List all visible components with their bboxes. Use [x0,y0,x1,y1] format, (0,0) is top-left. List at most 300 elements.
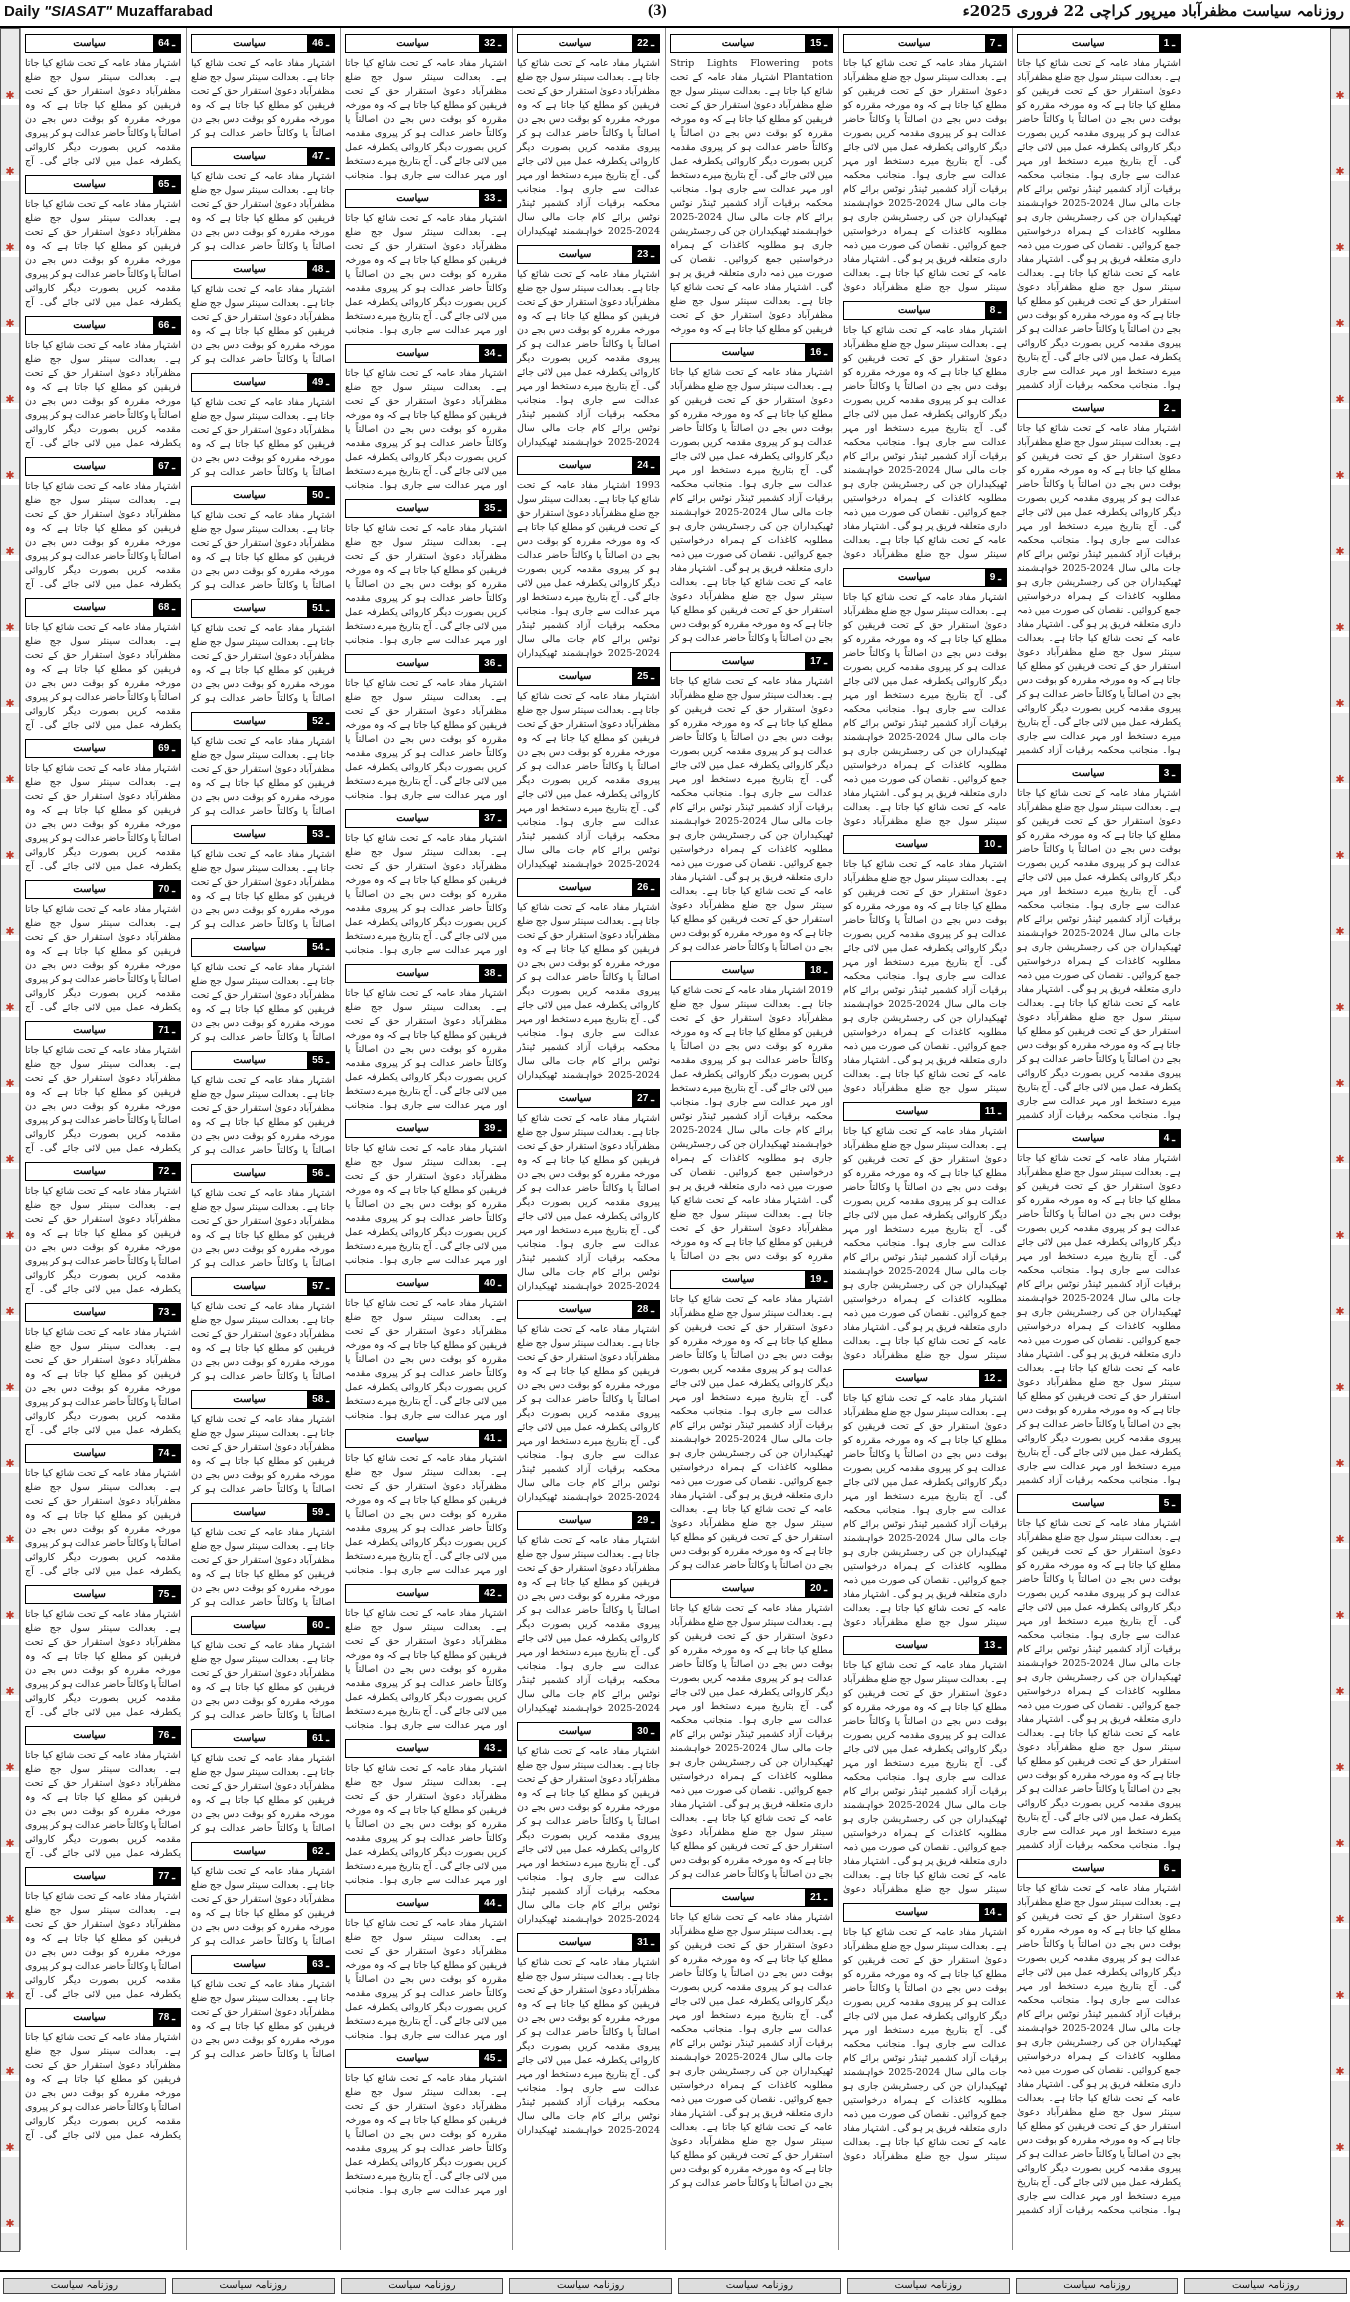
footer-segments [0,2278,1350,2294]
notice-text: اشتہار مفاد عامہ کے تحت شائع کیا جاتا ہے۔ بعدالت سینئر سول جج ضلع مظفرآباد دعویٰ استقرار حق کے تحت فریقین کو مطلع کیا جاتا ہے کہ وہ مورخہ مقررہ کو بوقت دس بجے دن اصالتاً یا وکالتاً حاضر عدالت ہو کر [191,58,335,139]
notice-label: سیاست [73,1166,106,1177]
notice-header [25,880,181,899]
notice-header [25,739,181,758]
notice-number: 77 ـ [153,1868,180,1885]
footer-band [0,2270,1350,2302]
notice-header [517,667,660,686]
notice-label: سیاست [396,503,429,514]
notice-header [191,34,335,53]
strip-star-icon: ✱ [5,1001,15,1014]
strip-star-icon: ✱ [1335,1229,1345,1242]
strip-star-icon: ✱ [1335,1077,1345,1090]
notice-header [25,1162,181,1181]
notice-number: 37 ـ [479,810,506,827]
strip-star-icon: ✱ [5,1989,15,2002]
notice-text: اشتہار مفاد عامہ کے تحت شائع کیا جاتا ہے۔ بعدالت سینئر سول جج ضلع مظفرآباد دعویٰ استقرار حق کے تحت فریقین کو مطلع کیا جاتا ہے کہ وہ مورخہ مقررہ کو بوقت دس بجے دن اصالتاً یا وکالتاً حاضر عدالت ہو کر پیروی مقدمہ کریں بصورت دیگر کاروائی یکطرفہ عمل میں لائی جائے گی۔ آج [25,1327,181,1436]
notice-text: اشتہار مفاد عامہ کے تحت شائع کیا جاتا ہے۔ بعدالت سینئر سول جج ضلع مظفرآباد دعویٰ استقرار حق کے تحت فریقین کو مطلع کیا جاتا ہے کہ وہ مورخہ مقررہ کو بوقت دس بجے دن اصالتاً یا وکالتاً حاضر عدالت ہو کر پیروی مقدمہ کریں بصورت دیگر کاروائی یکطرفہ عمل میں لائی جائے گی۔ آج بتاریخ میرے دستخط اور مہر عدالت سے جاری ہوا۔ منجانب [345,988,507,1111]
strip-star-icon: ✱ [5,1457,15,1470]
notice-header [517,245,660,264]
notice-label: سیاست [721,1892,755,1903]
notice-number: 69 ـ [153,740,180,757]
strip-star-icon: ✱ [1335,1001,1345,1014]
column [512,28,664,2250]
notice-text: اشتہار مفاد عامہ کے تحت شائع کیا جاتا ہے۔ بعدالت سینئر سول جج ضلع مظفرآباد دعویٰ استقرار حق کے تحت فریقین کو مطلع کیا جاتا ہے کہ وہ مورخہ مقررہ کو بوقت دس بجے دن اصالتاً یا وکالتاً حاضر عدالت ہو کر پیروی مقدمہ کریں بصورت دیگر کاروائی یکطرفہ عمل میں لائی جائے گی۔ آج بتاریخ میرے دستخط اور مہر عدالت سے جاری ہوا۔ منجانب محکمہ برقیات آزاد کشمیر ٹینڈر نوٹس برائے کام جات مالی سال 2024-2025 خواہشمند ٹھیکیداران جن کی رجسٹریشن جاری ہو مطلوبہ کاغذات کے ہمراہ درخواستیں جمع کروائیں۔ نقصان کی صورت میں ذمہ داری متعلقہ فریق پر ہو گی۔ اشتہار مفاد عامہ کے تحت شائع کیا جاتا ہے۔ بعدالت سینئر سول جج ضلع مظفرآباد دعویٰ استقرار حق کے تحت فریقین کو مطلع کیا جاتا ہے کہ وہ مورخہ مقررہ کو بوقت دس بجے دن اصالتاً یا وکالتاً حاضر عدالت ہو کر [670,1294,833,1571]
notice-header [345,1119,507,1138]
strip-star-icon: ✱ [1335,1609,1345,1622]
masthead-brand: "SIASAT" [44,3,113,20]
strip-star-icon: ✱ [1335,849,1345,862]
strip-star-icon: ✱ [1335,1153,1345,1166]
notice-label: سیاست [558,1937,592,1948]
notice-header [345,344,507,363]
strip-star-icon: ✱ [5,1685,15,1698]
notice-text: اشتہار مفاد عامہ کے تحت شائع کیا جاتا ہے۔ بعدالت سینئر سول جج ضلع مظفرآباد دعویٰ استقرار حق کے تحت فریقین کو مطلع کیا جاتا ہے کہ وہ مورخہ مقررہ کو بوقت دس بجے دن اصالتاً یا وکالتاً حاضر عدالت ہو کر پیروی مقدمہ کریں بصورت دیگر کاروائی یکطرفہ عمل میں لائی جائے گی۔ آج بتاریخ میرے دستخط اور مہر عدالت سے جاری ہوا۔ منجانب محکمہ برقیات آزاد کشمیر ٹینڈر نوٹس برائے کام جات مالی سال 2024-2025 خواہشمند ٹھیکیداران جن کی رجسٹریشن جاری ہو مطلوبہ کاغذات کے ہمراہ درخواستیں جمع کروائیں۔ نقصان کی صورت میں ذمہ داری متعلقہ فریق پر ہو گی۔ اشتہار مفاد عامہ کے تحت شائع کیا جاتا ہے۔ بعدالت سینئر سول جج ضلع مظفرآباد دعویٰ استقرار حق کے تحت فریقین کو مطلع کیا جاتا ہے کہ وہ مورخہ مقررہ کو بوقت دس بجے دن اصالتاً یا وکالتاً حاضر عدالت ہو کر [670,1912,833,2189]
notice-label: سیاست [396,1123,429,1134]
notice-text: اشتہار مفاد عامہ کے تحت شائع کیا جاتا ہے۔ بعدالت سینئر سول جج ضلع مظفرآباد دعویٰ استقرار حق کے تحت فریقین کو مطلع کیا جاتا ہے کہ وہ مورخہ مقررہ کو بوقت دس بجے دن اصالتاً یا وکالتاً حاضر عدالت ہو کر [191,1301,335,1382]
notice-label: سیاست [396,1278,429,1289]
notice-header [843,301,1007,320]
notice-header [191,1955,335,1974]
notice-text: اشتہار مفاد عامہ کے تحت شائع کیا جاتا ہے۔ بعدالت سینئر سول جج ضلع مظفرآباد دعویٰ استقرار حق کے تحت فریقین کو مطلع کیا جاتا ہے کہ وہ مورخہ مقررہ کو بوقت دس بجے دن اصالتاً یا وکالتاً حاضر عدالت ہو کر پیروی مقدمہ کریں بصورت دیگر کاروائی یکطرفہ عمل میں لائی جائے گی۔ آج بتاریخ میرے دستخط اور مہر عدالت سے جاری ہوا۔ منجانب [345,1763,507,1886]
notice-text: اشتہار مفاد عامہ کے تحت شائع کیا جاتا ہے۔ بعدالت سینئر سول جج ضلع مظفرآباد دعویٰ استقرار حق کے تحت فریقین کو مطلع کیا جاتا ہے کہ وہ مورخہ مقررہ کو بوقت دس بجے دن اصالتاً یا وکالتاً حاضر عدالت ہو کر پیروی مقدمہ کریں بصورت دیگر کاروائی یکطرفہ عمل میں لائی جائے گی۔ آج بتاریخ میرے دستخط اور مہر عدالت سے جاری ہوا۔ منجانب محکمہ برقیات آزاد کشمیر ٹینڈر نوٹس برائے کام جات مالی سال 2024-2025 خواہشمند ٹھیکیداران [517,1746,660,1925]
notice-text: اشتہار مفاد عامہ کے تحت شائع کیا جاتا ہے۔ بعدالت سینئر سول جج ضلع مظفرآباد دعویٰ استقرار حق کے تحت فریقین کو مطلع کیا جاتا ہے کہ وہ مورخہ مقررہ کو بوقت دس بجے دن اصالتاً یا وکالتاً حاضر عدالت ہو کر پیروی مقدمہ کریں بصورت دیگر کاروائی یکطرفہ عمل میں لائی جائے گی۔ آج بتاریخ میرے دستخط اور مہر عدالت سے جاری ہوا۔ منجانب محکمہ برقیات آزاد کشمیر ٹینڈر نوٹس برائے کام جات مالی سال 2024-2025 خواہشمند ٹھیکیداران جن کی رجسٹریشن جاری ہو مطلوبہ کاغذات کے ہمراہ درخواستیں جمع کروائیں۔ نقصان کی صورت میں ذمہ داری متعلقہ فریق پر ہو گی۔ اشتہار مفاد عامہ کے تحت شائع کیا جاتا ہے۔ بعدالت سینئر سول جج ضلع مظفرآباد دعویٰ استقرار حق کے تحت فریقین کو مطلع کیا جاتا ہے کہ وہ مورخہ مقررہ کو بوقت دس بجے دن اصالتاً یا وکالتاً حاضر عدالت ہو کر پیروی مقدمہ کریں بصورت دیگر کاروائی یکطرفہ عمل میں لائی جائے گی۔ آج بتاریخ میرے دستخط اور مہر عدالت سے جاری ہوا۔ منجانب محکمہ برقیات آزاد کشمیر [1017,1153,1181,1486]
notice-header [1017,1129,1181,1148]
notice-number: 73 ـ [153,1304,180,1321]
notice-header [191,1051,335,1070]
notice-label: سیاست [73,38,106,49]
notice-header [25,175,181,194]
notice-number: 22 ـ [632,35,659,52]
column [838,28,1011,2250]
notice-label: سیاست [558,882,592,893]
notice-text: اشتہار مفاد عامہ کے تحت شائع کیا جاتا ہے۔ بعدالت سینئر سول جج ضلع مظفرآباد دعویٰ استقرار حق کے تحت فریقین کو مطلع کیا جاتا ہے کہ وہ مورخہ مقررہ کو بوقت دس بجے دن اصالتاً یا وکالتاً حاضر عدالت ہو کر پیروی مقدمہ کریں بصورت دیگر کاروائی یکطرفہ عمل میں لائی جائے گی۔ آج [25,622,181,731]
footer-segment: روزنامہ سیاست [678,2278,841,2294]
notice-label: سیاست [73,2012,106,2023]
notice-header [345,1274,507,1293]
notice-header [1017,1859,1181,1878]
notice-number: 7 ـ [985,35,1006,52]
notice-label: سیاست [1072,403,1105,414]
notice-label: سیاست [396,1433,429,1444]
column [340,28,511,2250]
notice-number: 48 ـ [307,261,334,278]
notice-label: سیاست [396,1743,429,1754]
strip-star-icon: ✱ [1335,1685,1345,1698]
notice-number: 71 ـ [153,1022,180,1039]
notice-label: سیاست [1072,1498,1105,1509]
notice-number: 9 ـ [985,569,1006,586]
notice-label: سیاست [233,1733,266,1744]
notice-label: سیاست [233,1959,266,1970]
notice-text: اشتہار مفاد عامہ کے تحت شائع کیا جاتا ہے۔ بعدالت سینئر سول جج ضلع مظفرآباد دعویٰ استقرار حق کے تحت فریقین کو مطلع کیا جاتا ہے کہ وہ مورخہ مقررہ کو بوقت دس بجے دن اصالتاً یا وکالتاً حاضر عدالت ہو کر پیروی مقدمہ کریں بصورت دیگر کاروائی یکطرفہ عمل میں لائی جائے گی۔ آج بتاریخ میرے دستخط اور مہر عدالت سے جاری ہوا۔ منجانب محکمہ برقیات آزاد کشمیر ٹینڈر نوٹس برائے کام جات مالی سال 2024-2025 خواہشمند ٹھیکیداران [517,1324,660,1503]
notice-label: سیاست [558,671,592,682]
strip-star-icon: ✱ [1335,1837,1345,1850]
notice-label: سیاست [721,1274,755,1285]
notice-label: سیاست [721,965,755,976]
notice-number: 33 ـ [479,190,506,207]
notice-label: سیاست [233,1620,266,1631]
notice-header [191,1616,335,1635]
notice-text: اشتہار مفاد عامہ کے تحت شائع کیا جاتا ہے۔ بعدالت سینئر سول جج ضلع مظفرآباد دعویٰ استقرار حق کے تحت فریقین کو مطلع کیا جاتا ہے کہ وہ مورخہ مقررہ کو بوقت دس بجے دن اصالتاً یا وکالتاً حاضر عدالت ہو کر پیروی مقدمہ کریں بصورت دیگر کاروائی یکطرفہ عمل میں لائی جائے گی۔ آج [25,481,181,590]
notice-number: 29 ـ [632,1512,659,1529]
notice-number: 40 ـ [479,1275,506,1292]
footer-segment: روزنامہ سیاست [509,2278,672,2294]
notice-number: 4 ـ [1159,1130,1180,1147]
notice-header [191,486,335,505]
notice-number: 52 ـ [307,713,334,730]
masthead-city: Muzaffarabad [116,3,214,20]
notice-header [345,2049,507,2068]
notice-text: اشتہار مفاد عامہ کے تحت شائع کیا جاتا ہے۔ بعدالت سینئر سول جج ضلع مظفرآباد دعویٰ استقرار حق کے تحت فریقین کو مطلع کیا جاتا ہے کہ وہ مورخہ مقررہ کو بوقت دس بجے دن اصالتاً یا وکالتاً حاضر عدالت ہو کر پیروی مقدمہ کریں بصورت دیگر کاروائی یکطرفہ عمل میں لائی جائے گی۔ آج بتاریخ میرے دستخط اور مہر عدالت سے جاری ہوا۔ منجانب محکمہ برقیات آزاد کشمیر ٹینڈر نوٹس برائے کام جات مالی سال 2024-2025 خواہشمند ٹھیکیداران جن کی رجسٹریشن جاری ہو مطلوبہ کاغذات کے ہمراہ درخواستیں جمع کروائیں۔ نقصان کی صورت میں ذمہ داری متعلقہ فریق پر ہو گی۔ اشتہار مفاد عامہ کے تحت شائع کیا جاتا ہے۔ بعدالت سینئر سول جج ضلع مظفرآباد دعویٰ استقرار حق کے تحت فریقین کو مطلع کیا جاتا ہے کہ وہ مورخہ مقررہ کو بوقت دس بجے دن اصالتاً یا وکالتاً حاضر عدالت ہو کر پیروی مقدمہ کریں بصورت دیگر کاروائی یکطرفہ عمل میں لائی جائے گی۔ آج بتاریخ میرے دستخط اور مہر عدالت سے جاری ہوا۔ منجانب محکمہ برقیات آزاد کشمیر [1017,788,1181,1121]
notice-header [345,1429,507,1448]
notice-number: 28 ـ [632,1301,659,1318]
notice-label: سیاست [233,829,266,840]
notice-text: اشتہار مفاد عامہ کے تحت شائع کیا جاتا ہے۔ بعدالت سینئر سول جج ضلع مظفرآباد دعویٰ استقرار حق کے تحت فریقین کو مطلع کیا جاتا ہے کہ وہ مورخہ مقررہ کو بوقت دس بجے دن اصالتاً یا وکالتاً حاضر عدالت ہو کر [191,1188,335,1269]
strip-star-icon: ✱ [5,849,15,862]
notice-header [670,652,833,671]
notice-number: 30 ـ [632,1723,659,1740]
notice-label: سیاست [558,1093,592,1104]
notice-text: اشتہار مفاد عامہ کے تحت شائع کیا جاتا ہے۔ بعدالت سینئر سول جج ضلع مظفرآباد دعویٰ استقرار حق کے تحت فریقین کو مطلع کیا جاتا ہے کہ وہ مورخہ مقررہ کو بوقت دس بجے دن اصالتاً یا وکالتاً حاضر عدالت ہو کر [191,1866,335,1947]
notice-text: اشتہار مفاد عامہ کے تحت شائع کیا جاتا ہے۔ بعدالت سینئر سول جج ضلع مظفرآباد دعویٰ استقرار حق کے تحت فریقین کو مطلع کیا جاتا ہے کہ وہ مورخہ مقررہ کو بوقت دس بجے دن اصالتاً یا وکالتاً حاضر عدالت ہو کر پیروی مقدمہ کریں بصورت دیگر کاروائی یکطرفہ عمل میں لائی جائے گی۔ آج [25,58,181,167]
column [665,28,837,2250]
notice-number: 34 ـ [479,345,506,362]
notice-text: اشتہار مفاد عامہ کے تحت شائع کیا جاتا ہے۔ بعدالت سینئر سول جج ضلع مظفرآباد دعویٰ استقرار حق کے تحت فریقین کو مطلع کیا جاتا ہے کہ وہ مورخہ مقررہ کو بوقت دس بجے دن اصالتاً یا وکالتاً حاضر عدالت ہو کر پیروی مقدمہ کریں بصورت دیگر کاروائی یکطرفہ عمل میں لائی جائے گی۔ آج [25,1045,181,1154]
notice-header [191,825,335,844]
notice-text: اشتہار مفاد عامہ کے تحت شائع کیا جاتا ہے۔ بعدالت سینئر سول جج ضلع مظفرآباد دعویٰ استقرار حق کے تحت فریقین کو مطلع کیا جاتا ہے کہ وہ مورخہ مقررہ کو بوقت دس بجے دن اصالتاً یا وکالتاً حاضر عدالت ہو کر [191,623,335,704]
notice-number: 2 ـ [1159,400,1180,417]
notice-header [843,568,1007,587]
footer-segment: روزنامہ سیاست [847,2278,1010,2294]
notice-number: 64 ـ [153,35,180,52]
notice-header [345,34,507,53]
notice-text: اشتہار مفاد عامہ کے تحت شائع کیا جاتا ہے۔ بعدالت سینئر سول جج ضلع مظفرآباد دعویٰ استقرار حق کے تحت فریقین کو مطلع کیا جاتا ہے کہ وہ مورخہ مقررہ کو بوقت دس بجے دن اصالتاً یا وکالتاً حاضر عدالت ہو کر پیروی مقدمہ کریں بصورت دیگر کاروائی یکطرفہ عمل میں لائی جائے گی۔ آج بتاریخ میرے دستخط اور مہر عدالت سے جاری ہوا۔ منجانب [345,58,507,181]
notice-header [25,598,181,617]
notice-text: اشتہار مفاد عامہ کے تحت شائع کیا جاتا ہے۔ بعدالت سینئر سول جج ضلع مظفرآباد دعویٰ استقرار حق کے تحت فریقین کو مطلع کیا جاتا ہے کہ وہ مورخہ مقررہ کو بوقت دس بجے دن اصالتاً یا وکالتاً حاضر عدالت ہو کر [191,284,335,365]
notice-text: اشتہار مفاد عامہ کے تحت شائع کیا جاتا ہے۔ بعدالت سینئر سول جج ضلع مظفرآباد دعویٰ استقرار حق کے تحت فریقین کو مطلع کیا جاتا ہے کہ وہ مورخہ مقررہ کو بوقت دس بجے دن اصالتاً یا وکالتاً حاضر عدالت ہو کر [191,1640,335,1721]
notice-text: اشتہار مفاد عامہ کے تحت شائع کیا جاتا ہے۔ بعدالت سینئر سول جج ضلع مظفرآباد دعویٰ استقرار حق کے تحت فریقین کو مطلع کیا جاتا ہے کہ وہ مورخہ مقررہ کو بوقت دس بجے دن اصالتاً یا وکالتاً حاضر عدالت ہو کر پیروی مقدمہ کریں بصورت دیگر کاروائی یکطرفہ عمل میں لائی جائے گی۔ آج بتاریخ میرے دستخط اور مہر عدالت سے جاری ہوا۔ منجانب [345,1298,507,1421]
notice-text: اشتہار مفاد عامہ کے تحت شائع کیا جاتا ہے۔ بعدالت سینئر سول جج ضلع مظفرآباد دعویٰ استقرار حق کے تحت فریقین کو مطلع کیا جاتا ہے کہ وہ مورخہ مقررہ کو بوقت دس بجے دن اصالتاً یا وکالتاً حاضر عدالت ہو کر پیروی مقدمہ کریں بصورت دیگر کاروائی یکطرفہ عمل میں لائی جائے گی۔ آج بتاریخ میرے دستخط اور مہر عدالت سے جاری ہوا۔ منجانب محکمہ برقیات آزاد کشمیر ٹینڈر نوٹس برائے کام جات مالی سال 2024-2025 خواہشمند ٹھیکیداران [517,902,660,1081]
notice-number: 8 ـ [985,302,1006,319]
notice-number: 59 ـ [307,1504,334,1521]
notice-text: اشتہار مفاد عامہ کے تحت شائع کیا جاتا ہے۔ بعدالت سینئر سول جج ضلع مظفرآباد دعویٰ استقرار حق کے تحت فریقین کو مطلع کیا جاتا ہے کہ وہ مورخہ مقررہ کو بوقت دس بجے دن اصالتاً یا وکالتاً حاضر عدالت ہو کر پیروی مقدمہ کریں بصورت دیگر کاروائی یکطرفہ عمل میں لائی جائے گی۔ آج بتاریخ میرے دستخط اور مہر عدالت سے جاری ہوا۔ منجانب محکمہ برقیات آزاد کشمیر ٹینڈر نوٹس برائے کام جات مالی سال 2024-2025 خواہشمند ٹھیکیداران جن کی رجسٹریشن جاری ہو مطلوبہ کاغذات کے ہمراہ درخواستیں جمع کروائیں۔ نقصان کی صورت میں ذمہ داری متعلقہ فریق پر ہو گی۔ اشتہار مفاد عامہ کے تحت شائع کیا جاتا ہے۔ بعدالت سینئر سول جج ضلع مظفرآباد دعویٰ [843,1927,1007,2162]
notice-label: سیاست [233,603,266,614]
notice-label: سیاست [721,1583,755,1594]
notice-text: اشتہار مفاد عامہ کے تحت شائع کیا جاتا ہے۔ بعدالت سینئر سول جج ضلع مظفرآباد دعویٰ استقرار حق کے تحت فریقین کو مطلع کیا جاتا ہے کہ وہ مورخہ مقررہ کو بوقت دس بجے دن اصالتاً یا وکالتاً حاضر عدالت ہو کر پیروی مقدمہ کریں بصورت دیگر کاروائی یکطرفہ عمل میں لائی جائے گی۔ آج بتاریخ میرے دستخط اور مہر عدالت سے جاری ہوا۔ منجانب [345,523,507,646]
notice-label: سیاست [233,1846,266,1857]
notice-header [25,1444,181,1463]
notice-number: 63 ـ [307,1956,334,1973]
masthead [0,0,1350,28]
notice-label: سیاست [73,1307,106,1318]
notice-header [191,599,335,618]
notice-number: 43 ـ [479,1740,506,1757]
notice-text: اشتہار مفاد عامہ کے تحت شائع کیا جاتا ہے۔ بعدالت سینئر سول جج ضلع مظفرآباد دعویٰ استقرار حق کے تحت فریقین کو مطلع کیا جاتا ہے کہ وہ مورخہ مقررہ کو بوقت دس بجے دن اصالتاً یا وکالتاً حاضر عدالت ہو کر پیروی مقدمہ کریں بصورت دیگر کاروائی یکطرفہ عمل میں لائی جائے گی۔ آج بتاریخ میرے دستخط اور مہر عدالت سے جاری ہوا۔ منجانب محکمہ برقیات آزاد کشمیر ٹینڈر نوٹس برائے کام جات مالی سال 2024-2025 خواہشمند ٹھیکیداران جن کی رجسٹریشن جاری ہو مطلوبہ کاغذات کے ہمراہ درخواستیں جمع کروائیں۔ نقصان کی صورت میں ذمہ داری متعلقہ فریق پر ہو گی۔ اشتہار مفاد عامہ کے تحت شائع کیا جاتا ہے۔ بعدالت سینئر سول جج ضلع مظفرآباد دعویٰ استقرار حق کے تحت فریقین کو مطلع کیا جاتا ہے کہ وہ مورخہ مقررہ کو بوقت دس بجے دن اصالتاً یا وکالتاً حاضر عدالت ہو کر [670,367,833,644]
notice-label: سیاست [1072,1863,1105,1874]
notice-header [517,34,660,53]
strip-star-icon: ✱ [1335,1533,1345,1546]
strip-star-icon: ✱ [1335,545,1345,558]
notice-header [345,499,507,518]
notice-label: سیاست [558,460,592,471]
notice-header [345,964,507,983]
notice-label: سیاست [233,38,266,49]
notice-header [191,373,335,392]
notice-header [25,1303,181,1322]
notice-text: اشتہار مفاد عامہ کے تحت شائع کیا جاتا ہے۔ بعدالت سینئر سول جج ضلع مظفرآباد دعویٰ استقرار حق کے تحت فریقین کو مطلع کیا جاتا ہے کہ وہ مورخہ مقررہ کو بوقت دس بجے دن اصالتاً یا وکالتاً حاضر عدالت ہو کر پیروی مقدمہ کریں بصورت دیگر کاروائی یکطرفہ عمل میں لائی جائے گی۔ آج بتاریخ میرے دستخط اور مہر عدالت سے جاری ہوا۔ منجانب محکمہ برقیات آزاد کشمیر ٹینڈر نوٹس برائے کام جات مالی سال 2024-2025 خواہشمند ٹھیکیداران جن کی رجسٹریشن جاری ہو مطلوبہ کاغذات کے ہمراہ درخواستیں جمع کروائیں۔ نقصان کی صورت میں ذمہ داری متعلقہ فریق پر ہو گی۔ اشتہار مفاد عامہ کے تحت شائع کیا جاتا ہے۔ بعدالت سینئر سول جج ضلع مظفرآباد دعویٰ [843,1393,1007,1628]
notice-text: اشتہار مفاد عامہ کے تحت شائع کیا جاتا ہے۔ بعدالت سینئر سول جج ضلع مظفرآباد دعویٰ استقرار حق کے تحت فریقین کو مطلع کیا جاتا ہے کہ وہ مورخہ مقررہ کو بوقت دس بجے دن اصالتاً یا وکالتاً حاضر عدالت ہو کر [191,171,335,252]
notice-text: اشتہار مفاد عامہ کے تحت شائع کیا جاتا ہے۔ بعدالت سینئر سول جج ضلع مظفرآباد دعویٰ استقرار حق کے تحت فریقین کو مطلع کیا جاتا ہے کہ وہ مورخہ مقررہ کو بوقت دس بجے دن اصالتاً یا وکالتاً حاضر عدالت ہو کر پیروی مقدمہ کریں بصورت دیگر کاروائی یکطرفہ عمل میں لائی جائے گی۔ آج بتاریخ میرے دستخط اور مہر عدالت سے جاری ہوا۔ منجانب [345,368,507,491]
notice-header [25,34,181,53]
notice-number: 14 ـ [979,1904,1006,1921]
notice-header [191,1164,335,1183]
notice-header [843,34,1007,53]
strip-star-icon: ✱ [1335,241,1345,254]
notice-header [670,1270,833,1289]
notice-header [670,343,833,362]
strip-star-icon: ✱ [1335,621,1345,634]
strip-star-icon: ✱ [1335,1989,1345,2002]
notice-label: سیاست [396,348,429,359]
page-number: (3) [648,2,667,19]
notice-text: اشتہار مفاد عامہ کے تحت شائع کیا جاتا ہے۔ بعدالت سینئر سول جج ضلع مظفرآباد دعویٰ استقرار حق کے تحت فریقین کو مطلع کیا جاتا ہے کہ وہ مورخہ مقررہ کو بوقت دس بجے دن اصالتاً یا وکالتاً حاضر عدالت ہو کر [191,962,335,1043]
notice-header [670,34,833,53]
notice-number: 56 ـ [307,1165,334,1182]
footer-segment: روزنامہ سیاست [1184,2278,1347,2294]
notice-label: سیاست [396,38,429,49]
strip-star-icon: ✱ [1335,1761,1345,1774]
notice-number: 60 ـ [307,1617,334,1634]
notice-text: اشتہار مفاد عامہ کے تحت شائع کیا جاتا ہے۔ بعدالت سینئر سول جج ضلع مظفرآباد دعویٰ استقرار حق کے تحت فریقین کو مطلع کیا جاتا ہے کہ وہ مورخہ مقررہ کو بوقت دس بجے دن اصالتاً یا وکالتاً حاضر عدالت ہو کر پیروی مقدمہ کریں بصورت دیگر کاروائی یکطرفہ عمل میں لائی جائے گی۔ آج بتاریخ میرے دستخط اور مہر عدالت سے جاری ہوا۔ منجانب محکمہ برقیات آزاد کشمیر ٹینڈر نوٹس برائے کام جات مالی سال 2024-2025 خواہشمند ٹھیکیداران جن کی رجسٹریشن جاری ہو مطلوبہ کاغذات کے ہمراہ درخواستیں جمع کروائیں۔ نقصان کی صورت میں ذمہ داری متعلقہ فریق پر ہو گی۔ اشتہار مفاد عامہ کے تحت شائع کیا جاتا ہے۔ بعدالت سینئر سول جج ضلع مظفرآباد دعویٰ [843,859,1007,1094]
notice-text: اشتہار مفاد عامہ کے تحت شائع کیا جاتا ہے۔ بعدالت سینئر سول جج ضلع مظفرآباد دعویٰ استقرار حق کے تحت فریقین کو مطلع کیا جاتا ہے کہ وہ مورخہ مقررہ کو بوقت دس بجے دن اصالتاً یا وکالتاً حاضر عدالت ہو کر پیروی مقدمہ کریں بصورت دیگر کاروائی یکطرفہ عمل میں لائی جائے گی۔ آج [25,1609,181,1718]
footer-segment: روزنامہ سیاست [3,2278,166,2294]
left-border-strip [0,28,20,2252]
notice-header [517,1089,660,1108]
notice-header [843,835,1007,854]
strip-star-icon: ✱ [5,165,15,178]
notice-number: 53 ـ [307,826,334,843]
strip-star-icon: ✱ [1335,1305,1345,1318]
notice-label: سیاست [895,1106,929,1117]
notice-text: اشتہار مفاد عامہ کے تحت شائع کیا جاتا ہے۔ بعدالت سینئر سول جج ضلع مظفرآباد دعویٰ استقرار حق کے تحت فریقین کو مطلع کیا جاتا ہے کہ وہ مورخہ مقررہ کو بوقت دس بجے دن اصالتاً یا وکالتاً حاضر عدالت ہو کر پیروی مقدمہ کریں بصورت دیگر کاروائی یکطرفہ عمل میں لائی جائے گی۔ آج بتاریخ میرے دستخط اور مہر عدالت سے جاری ہوا۔ منجانب محکمہ برقیات آزاد کشمیر ٹینڈر نوٹس برائے کام جات مالی سال 2024-2025 خواہشمند ٹھیکیداران جن کی رجسٹریشن جاری ہو مطلوبہ کاغذات کے ہمراہ درخواستیں جمع کروائیں۔ نقصان کی صورت میں ذمہ داری متعلقہ فریق پر ہو گی۔ اشتہار مفاد عامہ کے تحت شائع کیا جاتا ہے۔ بعدالت سینئر سول جج ضلع مظفرآباد دعویٰ استقرار حق کے تحت فریقین کو مطلع کیا جاتا ہے کہ وہ مورخہ مقررہ کو بوقت دس بجے دن اصالتاً یا وکالتاً حاضر عدالت ہو کر [670,676,833,953]
notice-label: سیاست [721,347,755,358]
notice-number: 1 ـ [1159,35,1180,52]
strip-star-icon: ✱ [5,89,15,102]
notice-text: اشتہار مفاد عامہ کے تحت شائع کیا جاتا ہے۔ بعدالت سینئر سول جج ضلع مظفرآباد دعویٰ استقرار حق کے تحت فریقین کو مطلع کیا جاتا ہے کہ وہ مورخہ مقررہ کو بوقت دس بجے دن اصالتاً یا وکالتاً حاضر عدالت ہو کر پیروی مقدمہ کریں بصورت دیگر کاروائی یکطرفہ عمل میں لائی جائے گی۔ آج بتاریخ میرے دستخط اور مہر عدالت سے جاری ہوا۔ منجانب محکمہ برقیات آزاد کشمیر ٹینڈر نوٹس برائے کام جات مالی سال 2024-2025 خواہشمند ٹھیکیداران جن کی رجسٹریشن جاری ہو مطلوبہ کاغذات کے ہمراہ درخواستیں جمع کروائیں۔ نقصان کی صورت میں ذمہ داری متعلقہ فریق پر ہو گی۔ اشتہار مفاد عامہ کے تحت شائع کیا جاتا ہے۔ بعدالت سینئر سول جج ضلع مظفرآباد دعویٰ استقرار حق کے تحت فریقین کو مطلع کیا جاتا ہے کہ وہ مورخہ مقررہ کو بوقت دس بجے دن اصالتاً یا وکالتاً حاضر عدالت ہو کر پیروی مقدمہ کریں بصورت دیگر کاروائی یکطرفہ عمل میں لائی جائے گی۔ آج بتاریخ میرے دستخط اور مہر عدالت سے جاری ہوا۔ منجانب محکمہ برقیات آزاد کشمیر [1017,1883,1181,2216]
notice-text: اشتہار مفاد عامہ کے تحت شائع کیا جاتا ہے۔ بعدالت سینئر سول جج ضلع مظفرآباد دعویٰ استقرار حق کے تحت فریقین کو مطلع کیا جاتا ہے کہ وہ مورخہ مقررہ کو بوقت دس بجے دن اصالتاً یا وکالتاً حاضر عدالت ہو کر پیروی مقدمہ کریں بصورت دیگر کاروائی یکطرفہ عمل میں لائی جائے گی۔ آج بتاریخ میرے دستخط اور مہر عدالت سے جاری ہوا۔ منجانب [345,213,507,336]
strip-star-icon: ✱ [1335,1381,1345,1394]
notice-label: سیاست [233,151,266,162]
notice-text: اشتہار مفاد عامہ کے تحت شائع کیا جاتا ہے۔ بعدالت سینئر سول جج ضلع مظفرآباد دعویٰ استقرار حق کے تحت فریقین کو مطلع کیا جاتا ہے کہ وہ مورخہ مقررہ کو بوقت دس بجے دن اصالتاً یا وکالتاً حاضر عدالت ہو کر پیروی مقدمہ کریں بصورت دیگر کاروائی یکطرفہ عمل میں لائی جائے گی۔ آج بتاریخ میرے دستخط اور مہر عدالت سے جاری ہوا۔ منجانب محکمہ برقیات آزاد کشمیر ٹینڈر نوٹس برائے کام جات مالی سال 2024-2025 خواہشمند ٹھیکیداران جن کی رجسٹریشن جاری ہو مطلوبہ کاغذات کے ہمراہ درخواستیں جمع کروائیں۔ نقصان کی صورت میں ذمہ داری متعلقہ فریق پر ہو گی۔ اشتہار مفاد عامہ کے تحت شائع کیا جاتا ہے۔ بعدالت سینئر سول جج ضلع مظفرآباد دعویٰ استقرار حق کے تحت فریقین کو مطلع کیا جاتا ہے کہ وہ مورخہ مقررہ کو بوقت دس بجے دن اصالتاً یا وکالتاً حاضر عدالت ہو کر پیروی مقدمہ کریں بصورت دیگر کاروائی یکطرفہ عمل میں لائی جائے گی۔ آج بتاریخ میرے دستخط اور مہر عدالت سے جاری ہوا۔ منجانب محکمہ برقیات آزاد کشمیر [1017,423,1181,756]
notice-number: 54 ـ [307,939,334,956]
notice-number: 75 ـ [153,1586,180,1603]
notice-label: سیاست [73,743,106,754]
notice-header [191,1277,335,1296]
strip-star-icon: ✱ [5,1229,15,1242]
notice-label: سیاست [396,1898,429,1909]
notice-header [191,1729,335,1748]
notice-text: اشتہار مفاد عامہ کے تحت شائع کیا جاتا ہے۔ بعدالت سینئر سول جج ضلع مظفرآباد دعویٰ استقرار حق کے تحت فریقین کو مطلع کیا جاتا ہے کہ وہ مورخہ مقررہ کو بوقت دس بجے دن اصالتاً یا وکالتاً حاضر عدالت ہو کر پیروی مقدمہ کریں بصورت دیگر کاروائی یکطرفہ عمل میں لائی جائے گی۔ آج بتاریخ میرے دستخط اور مہر عدالت سے جاری ہوا۔ منجانب [345,1453,507,1576]
notice-header [25,316,181,335]
notice-text: اشتہار مفاد عامہ کے تحت شائع کیا جاتا ہے۔ بعدالت سینئر سول جج ضلع مظفرآباد دعویٰ استقرار حق کے تحت فریقین کو مطلع کیا جاتا ہے کہ وہ مورخہ مقررہ کو بوقت دس بجے دن اصالتاً یا وکالتاً حاضر عدالت ہو کر پیروی مقدمہ کریں بصورت دیگر کاروائی یکطرفہ عمل میں لائی جائے گی۔ آج بتاریخ میرے دستخط اور مہر عدالت سے جاری ہوا۔ منجانب محکمہ برقیات آزاد کشمیر ٹینڈر نوٹس برائے کام جات مالی سال 2024-2025 خواہشمند ٹھیکیداران جن کی رجسٹریشن جاری ہو مطلوبہ کاغذات کے ہمراہ درخواستیں جمع کروائیں۔ نقصان کی صورت میں ذمہ داری متعلقہ فریق پر ہو گی۔ اشتہار مفاد عامہ کے تحت شائع کیا جاتا ہے۔ بعدالت سینئر سول جج ضلع مظفرآباد دعویٰ استقرار حق کے تحت فریقین کو مطلع کیا جاتا ہے کہ وہ مورخہ مقررہ کو بوقت دس بجے دن اصالتاً یا وکالتاً حاضر عدالت ہو کر [670,1603,833,1880]
footer-segment: روزنامہ سیاست [172,2278,335,2294]
notice-label: سیاست [73,1730,106,1741]
notice-number: 19 ـ [805,1271,832,1288]
strip-star-icon: ✱ [5,2141,15,2154]
notice-text: اشتہار مفاد عامہ کے تحت شائع کیا جاتا ہے۔ بعدالت سینئر سول جج ضلع مظفرآباد دعویٰ استقرار حق کے تحت فریقین کو مطلع کیا جاتا ہے کہ وہ مورخہ مقررہ کو بوقت دس بجے دن اصالتاً یا وکالتاً حاضر عدالت ہو کر پیروی مقدمہ کریں بصورت دیگر کاروائی یکطرفہ عمل میں لائی جائے گی۔ آج [25,763,181,872]
notice-label: سیاست [233,377,266,388]
notice-header [670,961,833,980]
notice-text: اشتہار مفاد عامہ کے تحت شائع کیا جاتا ہے۔ بعدالت سینئر سول جج ضلع مظفرآباد دعویٰ استقرار حق کے تحت فریقین کو مطلع کیا جاتا ہے کہ وہ مورخہ مقررہ کو بوقت دس بجے دن اصالتاً یا وکالتاً حاضر عدالت ہو کر پیروی مقدمہ کریں بصورت دیگر کاروائی یکطرفہ عمل میں لائی جائے گی۔ آج [25,1186,181,1295]
notice-header [191,1842,335,1861]
notice-label: سیاست [396,193,429,204]
strip-star-icon: ✱ [1335,773,1345,786]
strip-star-icon: ✱ [1335,393,1345,406]
notice-number: 35 ـ [479,500,506,517]
strip-star-icon: ✱ [1335,2065,1345,2078]
notice-header [1017,764,1181,783]
column [186,28,339,2250]
notice-number: 32 ـ [479,35,506,52]
notice-number: 51 ـ [307,600,334,617]
notice-number: 10 ـ [979,836,1006,853]
notice-label: سیاست [73,1589,106,1600]
notice-label: سیاست [895,1373,928,1384]
notice-text: اشتہار مفاد عامہ کے تحت شائع کیا جاتا ہے۔ بعدالت سینئر سول جج ضلع مظفرآباد دعویٰ استقرار حق کے تحت فریقین کو مطلع کیا جاتا ہے کہ وہ مورخہ مقررہ کو بوقت دس بجے دن اصالتاً یا وکالتاً حاضر عدالت ہو کر پیروی مقدمہ کریں بصورت دیگر کاروائی یکطرفہ عمل میں لائی جائے گی۔ آج بتاریخ میرے دستخط اور مہر عدالت سے جاری ہوا۔ منجانب محکمہ برقیات آزاد کشمیر ٹینڈر نوٹس برائے کام جات مالی سال 2024-2025 خواہشمند ٹھیکیداران جن کی رجسٹریشن جاری ہو مطلوبہ کاغذات کے ہمراہ درخواستیں جمع کروائیں۔ نقصان کی صورت میں ذمہ داری متعلقہ فریق پر ہو گی۔ اشتہار مفاد عامہ کے تحت شائع کیا جاتا ہے۔ بعدالت سینئر سول جج ضلع مظفرآباد دعویٰ [843,592,1007,827]
strip-star-icon: ✱ [1335,165,1345,178]
notice-number: 78 ـ [153,2009,180,2026]
notice-label: سیاست [233,1055,266,1066]
notice-header [843,1636,1007,1655]
notice-label: سیاست [73,602,106,613]
notice-label: سیاست [558,1304,592,1315]
strip-star-icon: ✱ [1335,317,1345,330]
notice-text: اشتہار مفاد عامہ کے تحت شائع کیا جاتا ہے۔ بعدالت سینئر سول جج ضلع مظفرآباد دعویٰ استقرار حق کے تحت فریقین کو مطلع کیا جاتا ہے کہ وہ مورخہ مقررہ کو بوقت دس بجے دن اصالتاً یا وکالتاً حاضر عدالت ہو کر پیروی مقدمہ کریں بصورت دیگر کاروائی یکطرفہ عمل میں لائی جائے گی۔ آج بتاریخ میرے دستخط اور مہر عدالت سے جاری ہوا۔ منجانب محکمہ برقیات آزاد کشمیر ٹینڈر نوٹس برائے کام جات مالی سال 2024-2025 خواہشمند ٹھیکیداران [517,269,660,448]
notice-header [517,456,660,475]
notice-label: سیاست [1072,1133,1105,1144]
notice-text: اشتہار مفاد عامہ کے تحت شائع کیا جاتا ہے۔ بعدالت سینئر سول جج ضلع مظفرآباد دعویٰ استقرار حق کے تحت فریقین کو مطلع کیا جاتا ہے کہ وہ مورخہ مقررہ کو بوقت دس بجے دن اصالتاً یا وکالتاً حاضر عدالت ہو کر [191,1753,335,1834]
notice-number: 58 ـ [307,1391,334,1408]
notice-header [191,260,335,279]
strip-star-icon: ✱ [5,773,15,786]
notice-number: 24 ـ [632,457,659,474]
right-border-strip [1330,28,1350,2252]
notice-number: 61 ـ [307,1730,334,1747]
notice-header [517,1933,660,1952]
strip-star-icon: ✱ [5,317,15,330]
notice-number: 74 ـ [153,1445,180,1462]
strip-star-icon: ✱ [5,1913,15,1926]
notice-label: سیاست [73,320,106,331]
strip-star-icon: ✱ [5,1609,15,1622]
notice-label: سیاست [721,656,755,667]
strip-star-icon: ✱ [5,469,15,482]
notice-text: اشتہار مفاد عامہ کے تحت شائع کیا جاتا ہے۔ بعدالت سینئر سول جج ضلع مظفرآباد دعویٰ استقرار حق کے تحت فریقین کو مطلع کیا جاتا ہے کہ وہ مورخہ مقررہ کو بوقت دس بجے دن اصالتاً یا وکالتاً حاضر عدالت ہو کر پیروی مقدمہ کریں بصورت دیگر کاروائی یکطرفہ عمل میں لائی جائے گی۔ آج بتاریخ میرے دستخط اور مہر عدالت سے جاری ہوا۔ منجانب محکمہ برقیات آزاد کشمیر ٹینڈر نوٹس برائے کام جات مالی سال 2024-2025 خواہشمند ٹھیکیداران جن کی رجسٹریشن جاری ہو مطلوبہ کاغذات کے ہمراہ درخواستیں جمع کروائیں۔ نقصان کی صورت میں ذمہ داری متعلقہ فریق پر ہو گی۔ اشتہار مفاد عامہ کے تحت شائع کیا جاتا ہے۔ بعدالت سینئر سول جج ضلع مظفرآباد دعویٰ [843,58,1007,293]
strip-star-icon: ✱ [5,2065,15,2078]
notice-number: 47 ـ [307,148,334,165]
notice-text: اشتہار مفاد عامہ کے تحت شائع کیا جاتا ہے۔ بعدالت سینئر سول جج ضلع مظفرآباد دعویٰ استقرار حق کے تحت فریقین کو مطلع کیا جاتا ہے کہ وہ مورخہ مقررہ کو بوقت دس بجے دن اصالتاً یا وکالتاً حاضر عدالت ہو کر پیروی مقدمہ کریں بصورت دیگر کاروائی یکطرفہ عمل میں لائی جائے گی۔ آج بتاریخ میرے دستخط اور مہر عدالت سے جاری ہوا۔ منجانب محکمہ برقیات آزاد کشمیر ٹینڈر نوٹس برائے کام جات مالی سال 2024-2025 خواہشمند ٹھیکیداران جن کی رجسٹریشن جاری ہو مطلوبہ کاغذات کے ہمراہ درخواستیں جمع کروائیں۔ نقصان کی صورت میں ذمہ داری متعلقہ فریق پر ہو گی۔ اشتہار مفاد عامہ کے تحت شائع کیا جاتا ہے۔ بعدالت سینئر سول جج ضلع مظفرآباد دعویٰ [843,325,1007,560]
notice-label: سیاست [396,813,429,824]
notice-text: اشتہار مفاد عامہ کے تحت شائع کیا جاتا ہے۔ بعدالت سینئر سول جج ضلع مظفرآباد دعویٰ استقرار حق کے تحت فریقین کو مطلع کیا جاتا ہے کہ وہ مورخہ مقررہ کو بوقت دس بجے دن اصالتاً یا وکالتاً حاضر عدالت ہو کر [191,849,335,930]
strip-star-icon: ✱ [5,1153,15,1166]
notice-number: 38 ـ [479,965,506,982]
notice-header [191,1503,335,1522]
notice-label: سیاست [898,305,931,316]
notice-label: سیاست [898,38,931,49]
strip-star-icon: ✱ [5,925,15,938]
notice-header [345,1584,507,1603]
notice-number: 62 ـ [307,1843,334,1860]
notice-number: 5 ـ [1159,1495,1180,1512]
notice-number: 67 ـ [153,458,180,475]
notice-label: سیاست [558,1515,592,1526]
notice-header [1017,34,1181,53]
notice-number: 26 ـ [632,879,659,896]
strip-star-icon: ✱ [5,1761,15,1774]
notice-label: سیاست [396,968,429,979]
masthead-urdu-title: روزنامہ سیاست مظفرآباد میرپور کراچی 22 فروری 2025ء [962,2,1344,20]
notice-text: اشتہار مفاد عامہ کے تحت شائع کیا جاتا ہے۔ بعدالت سینئر سول جج ضلع مظفرآباد دعویٰ استقرار حق کے تحت فریقین کو مطلع کیا جاتا ہے کہ وہ مورخہ مقررہ کو بوقت دس بجے دن اصالتاً یا وکالتاً حاضر عدالت ہو کر پیروی مقدمہ کریں بصورت دیگر کاروائی یکطرفہ عمل میں لائی جائے گی۔ آج بتاریخ میرے دستخط اور مہر عدالت سے جاری ہوا۔ منجانب محکمہ برقیات آزاد کشمیر ٹینڈر نوٹس برائے کام جات مالی سال 2024-2025 خواہشمند ٹھیکیداران [517,58,660,237]
notice-label: سیاست [895,839,928,850]
notice-header [517,1511,660,1530]
notice-label: سیاست [73,884,106,895]
notice-header [517,878,660,897]
notice-label: سیاست [233,1507,266,1518]
strip-star-icon: ✱ [5,621,15,634]
notice-header [843,1369,1007,1388]
notice-text: اشتہار مفاد عامہ کے تحت شائع کیا جاتا ہے۔ بعدالت سینئر سول جج ضلع مظفرآباد دعویٰ استقرار حق کے تحت فریقین کو مطلع کیا جاتا ہے کہ وہ مورخہ مقررہ کو بوقت دس بجے دن اصالتاً یا وکالتاً حاضر عدالت ہو کر پیروی مقدمہ کریں بصورت دیگر کاروائی یکطرفہ عمل میں لائی جائے گی۔ آج بتاریخ میرے دستخط اور مہر عدالت سے جاری ہوا۔ منجانب [345,833,507,956]
notice-text: اشتہار مفاد عامہ کے تحت شائع کیا جاتا ہے۔ بعدالت سینئر سول جج ضلع مظفرآباد دعویٰ استقرار حق کے تحت فریقین کو مطلع کیا جاتا ہے کہ وہ مورخہ مقررہ کو بوقت دس بجے دن اصالتاً یا وکالتاً حاضر عدالت ہو کر پیروی مقدمہ کریں بصورت دیگر کاروائی یکطرفہ عمل میں لائی جائے گی۔ آج [25,2032,181,2141]
notice-text: اشتہار مفاد عامہ کے تحت شائع کیا جاتا ہے۔ بعدالت سینئر سول جج ضلع مظفرآباد دعویٰ استقرار حق کے تحت فریقین کو مطلع کیا جاتا ہے کہ وہ مورخہ مقررہ کو بوقت دس بجے دن اصالتاً یا وکالتاً حاضر عدالت ہو کر [191,1075,335,1156]
notice-header [25,1726,181,1745]
notice-number: 27 ـ [632,1090,659,1107]
notice-text: اشتہار مفاد عامہ کے تحت شائع کیا جاتا ہے۔ بعدالت سینئر سول جج ضلع مظفرآباد دعویٰ استقرار حق کے تحت فریقین کو مطلع کیا جاتا ہے کہ وہ مورخہ مقررہ کو بوقت دس بجے دن اصالتاً یا وکالتاً حاضر عدالت ہو کر پیروی مقدمہ کریں بصورت دیگر کاروائی یکطرفہ عمل میں لائی جائے گی۔ آج [25,1750,181,1859]
strip-star-icon: ✱ [5,1077,15,1090]
notice-label: سیاست [73,1448,106,1459]
notice-header [25,1585,181,1604]
notice-number: 39 ـ [479,1120,506,1137]
notice-header [1017,1494,1181,1513]
notice-label: سیاست [73,179,106,190]
notice-text: اشتہار مفاد عامہ کے تحت شائع کیا جاتا ہے۔ بعدالت سینئر سول جج ضلع مظفرآباد دعویٰ استقرار حق کے تحت فریقین کو مطلع کیا جاتا ہے کہ وہ مورخہ مقررہ کو بوقت دس بجے دن اصالتاً یا وکالتاً حاضر عدالت ہو کر پیروی مقدمہ کریں بصورت دیگر کاروائی یکطرفہ عمل میں لائی جائے گی۔ آج [25,340,181,449]
notice-label: سیاست [396,2053,429,2064]
notice-text: اشتہار مفاد عامہ کے تحت شائع کیا جاتا ہے۔ بعدالت سینئر سول جج ضلع مظفرآباد دعویٰ استقرار حق کے تحت فریقین کو مطلع کیا جاتا ہے کہ وہ مورخہ مقررہ کو بوقت دس بجے دن اصالتاً یا وکالتاً حاضر عدالت ہو کر پیروی مقدمہ کریں بصورت دیگر کاروائی یکطرفہ عمل میں لائی جائے گی۔ آج [25,199,181,308]
notice-header [843,1102,1007,1121]
notice-number: 11 ـ [980,1103,1006,1120]
notice-label: سیاست [396,658,429,669]
notice-label: سیاست [396,1588,429,1599]
notice-label: سیاست [73,1871,106,1882]
notice-text: اشتہار مفاد عامہ کے تحت شائع کیا جاتا ہے۔ بعدالت سینئر سول جج ضلع مظفرآباد دعویٰ استقرار حق کے تحت فریقین کو مطلع کیا جاتا ہے کہ وہ مورخہ مقررہ کو بوقت دس بجے دن اصالتاً یا وکالتاً حاضر عدالت ہو کر [191,736,335,817]
strip-star-icon: ✱ [1335,1457,1345,1470]
notice-label: سیاست [233,942,266,953]
notice-header [1017,399,1181,418]
notice-label: سیاست [73,461,106,472]
footer-segment: روزنامہ سیاست [1016,2278,1179,2294]
notice-text: اشتہار مفاد عامہ کے تحت شائع کیا جاتا ہے۔ بعدالت سینئر سول جج ضلع مظفرآباد دعویٰ استقرار حق کے تحت فریقین کو مطلع کیا جاتا ہے کہ وہ مورخہ مقررہ کو بوقت دس بجے دن اصالتاً یا وکالتاً حاضر عدالت ہو کر پیروی مقدمہ کریں بصورت دیگر کاروائی یکطرفہ عمل میں لائی جائے گی۔ آج بتاریخ میرے دستخط اور مہر عدالت سے جاری ہوا۔ منجانب محکمہ برقیات آزاد کشمیر ٹینڈر نوٹس برائے کام جات مالی سال 2024-2025 خواہشمند ٹھیکیداران [517,1957,660,2136]
notice-header [25,457,181,476]
notice-label: سیاست [721,38,755,49]
strip-star-icon: ✱ [5,1837,15,1850]
notice-header [517,1300,660,1319]
notice-number: 18 ـ [805,962,832,979]
notice-number: 25 ـ [632,668,659,685]
notice-number: 17 ـ [805,653,832,670]
strip-star-icon: ✱ [1335,697,1345,710]
strip-star-icon: ✱ [5,697,15,710]
notice-text: اشتہار مفاد عامہ کے تحت شائع کیا جاتا ہے۔ بعدالت سینئر سول جج ضلع مظفرآباد دعویٰ استقرار حق کے تحت فریقین کو مطلع کیا جاتا ہے کہ وہ مورخہ مقررہ کو بوقت دس بجے دن اصالتاً یا وکالتاً حاضر عدالت ہو کر پیروی مقدمہ کریں بصورت دیگر کاروائی یکطرفہ عمل میں لائی جائے گی۔ آج بتاریخ میرے دستخط اور مہر عدالت سے جاری ہوا۔ منجانب [345,1143,507,1266]
strip-star-icon: ✱ [1335,925,1345,938]
